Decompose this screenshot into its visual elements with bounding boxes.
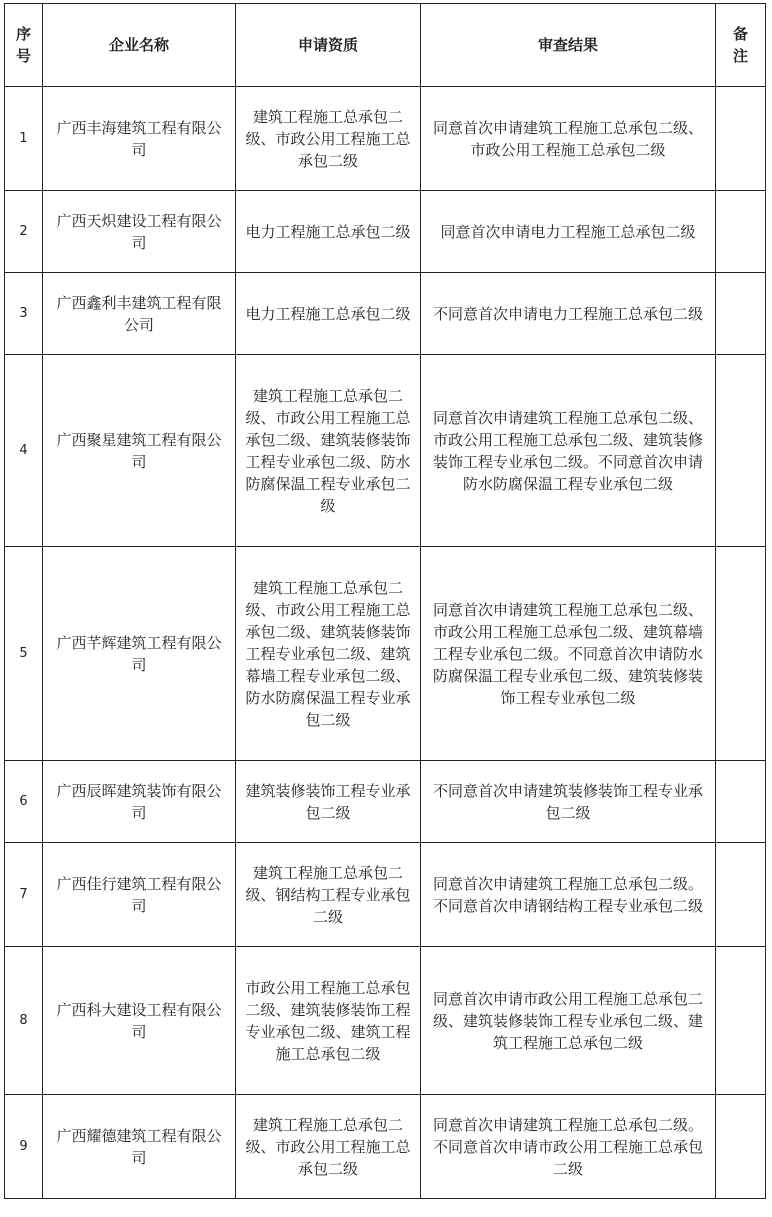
row-index: 1 xyxy=(5,87,43,191)
header-company: 企业名称 xyxy=(43,4,236,87)
row-remark xyxy=(716,87,766,191)
table-header-row xyxy=(5,4,766,87)
row-index: 8 xyxy=(5,947,43,1095)
row-company: 广西佳行建筑工程有限公司 xyxy=(43,843,236,947)
row-remark xyxy=(716,355,766,547)
row-result: 同意首次申请建筑工程施工总承包二级。不同意首次申请市政公用工程施工总承包二级 xyxy=(421,1095,716,1199)
row-company: 广西丰海建筑工程有限公司 xyxy=(43,87,236,191)
table-row xyxy=(5,87,766,191)
row-index: 3 xyxy=(5,273,43,355)
row-qualification: 建筑工程施工总承包二级、钢结构工程专业承包二级 xyxy=(236,843,421,947)
row-result: 同意首次申请建筑工程施工总承包二级、市政公用工程施工总承包二级、建筑幕墙工程专业承包二级。不同意首次申请防水防腐保温工程专业承包二级、建筑装修装饰工程专业承包二级 xyxy=(421,547,716,761)
row-company: 广西耀德建筑工程有限公司 xyxy=(43,1095,236,1199)
table-row xyxy=(5,191,766,273)
row-index: 5 xyxy=(5,547,43,761)
header-index: 序号 xyxy=(5,4,43,87)
header-remark: 备注 xyxy=(716,4,766,87)
row-index: 7 xyxy=(5,843,43,947)
table-row xyxy=(5,1095,766,1199)
row-company: 广西天炽建设工程有限公司 xyxy=(43,191,236,273)
row-company: 广西鑫利丰建筑工程有限公司 xyxy=(43,273,236,355)
row-remark xyxy=(716,273,766,355)
row-qualification: 电力工程施工总承包二级 xyxy=(236,273,421,355)
row-qualification: 建筑工程施工总承包二级、市政公用工程施工总承包二级、建筑装修装饰工程专业承包二级、建筑幕墙工程专业承包二级、防水防腐保温工程专业承包二级 xyxy=(236,547,421,761)
row-remark xyxy=(716,947,766,1095)
row-company: 广西聚星建筑工程有限公司 xyxy=(43,355,236,547)
table-row xyxy=(5,273,766,355)
row-index: 4 xyxy=(5,355,43,547)
row-index: 2 xyxy=(5,191,43,273)
row-result: 同意首次申请建筑工程施工总承包二级、市政公用工程施工总承包二级、建筑装修装饰工程专业承包二级。不同意首次申请防水防腐保温工程专业承包二级 xyxy=(421,355,716,547)
row-qualification: 建筑工程施工总承包二级、市政公用工程施工总承包二级、建筑装修装饰工程专业承包二级、防水防腐保温工程专业承包二级 xyxy=(236,355,421,547)
row-result: 不同意首次申请建筑装修装饰工程专业承包二级 xyxy=(421,761,716,843)
row-remark xyxy=(716,1095,766,1199)
row-remark xyxy=(716,191,766,273)
header-result: 审查结果 xyxy=(421,4,716,87)
row-result: 同意首次申请市政公用工程施工总承包二级、建筑装修装饰工程专业承包二级、建筑工程施工总承包二级 xyxy=(421,947,716,1095)
row-qualification: 电力工程施工总承包二级 xyxy=(236,191,421,273)
row-qualification: 建筑工程施工总承包二级、市政公用工程施工总承包二级 xyxy=(236,1095,421,1199)
row-remark xyxy=(716,761,766,843)
row-result: 同意首次申请建筑工程施工总承包二级。不同意首次申请钢结构工程专业承包二级 xyxy=(421,843,716,947)
row-remark xyxy=(716,843,766,947)
row-index: 6 xyxy=(5,761,43,843)
row-company: 广西辰晖建筑装饰有限公司 xyxy=(43,761,236,843)
review-results-table xyxy=(4,3,766,1199)
row-result: 不同意首次申请电力工程施工总承包二级 xyxy=(421,273,716,355)
table-row xyxy=(5,947,766,1095)
table-row xyxy=(5,355,766,547)
row-company: 广西芊辉建筑工程有限公司 xyxy=(43,547,236,761)
row-qualification: 建筑工程施工总承包二级、市政公用工程施工总承包二级 xyxy=(236,87,421,191)
row-result: 同意首次申请建筑工程施工总承包二级、市政公用工程施工总承包二级 xyxy=(421,87,716,191)
row-company: 广西科大建设工程有限公司 xyxy=(43,947,236,1095)
row-qualification: 市政公用工程施工总承包二级、建筑装修装饰工程专业承包二级、建筑工程施工总承包二级 xyxy=(236,947,421,1095)
row-qualification: 建筑装修装饰工程专业承包二级 xyxy=(236,761,421,843)
table-row xyxy=(5,843,766,947)
row-remark xyxy=(716,547,766,761)
row-index: 9 xyxy=(5,1095,43,1199)
row-result: 同意首次申请电力工程施工总承包二级 xyxy=(421,191,716,273)
header-qualification: 申请资质 xyxy=(236,4,421,87)
table-row xyxy=(5,547,766,761)
table-row xyxy=(5,761,766,843)
